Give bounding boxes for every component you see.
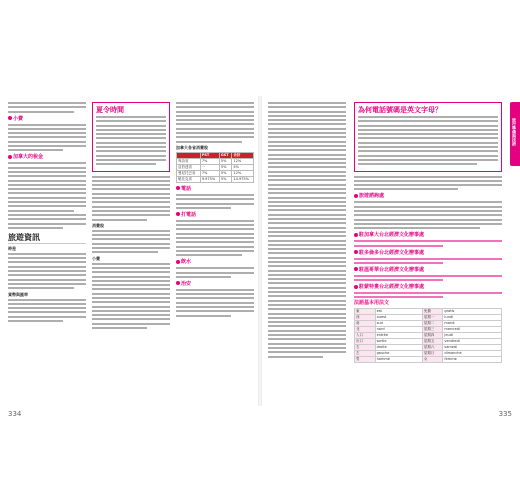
- table-row: 曼尼托巴省 7% 5% 12%: [177, 170, 254, 176]
- book-spread: [6, 96, 517, 418]
- right-page: [264, 96, 517, 418]
- phone-letters-title: 為何電話號碼是英文字母？: [358, 106, 442, 114]
- table-row: 左 gauche 星期日 dimanche: [355, 350, 502, 356]
- table-row: 南 sud 星期二 mardi: [355, 320, 502, 326]
- sub-time-difference: 時差: [8, 245, 16, 251]
- table-row: 魁北克省 9.975% 5% 14.975%: [177, 176, 254, 182]
- right-column-2: [354, 102, 502, 363]
- sub-currency: 貨幣與匯率: [8, 291, 28, 297]
- table-row: 男 homme 女 femme: [355, 356, 502, 362]
- sub-sales-tax: 消費稅: [92, 222, 104, 228]
- page-number-left: 334: [8, 410, 22, 418]
- daylight-saving-title: 夏令時間: [96, 106, 124, 114]
- chapter-thumb-tab: 旅行準備與技術: [510, 102, 520, 166]
- tax-table-title: 加拿大各省消費稅: [176, 144, 208, 150]
- table-row: 東 est 免費 gratis: [355, 308, 502, 314]
- table-row: 亞伯達省 － 5% 5%: [177, 164, 254, 170]
- left-column-2: [92, 102, 170, 331]
- left-page: [6, 96, 256, 418]
- section-office-ottawa: 駐加拿大台北經濟文化辦事處: [354, 232, 502, 238]
- book-gutter: [258, 96, 262, 406]
- section-water: 飲水: [176, 259, 254, 265]
- section-office-toronto: 駐多倫多台北經濟文化辦事處: [354, 250, 502, 256]
- table-row: 出口 sortie 星期五 vendredi: [355, 338, 502, 344]
- table-row: 右 droite 星期六 samedi: [355, 344, 502, 350]
- table-row: 卑詩省 7% 5% 12%: [177, 158, 254, 164]
- left-column-1: [8, 102, 86, 324]
- daylight-saving-box: [92, 102, 170, 172]
- section-tax: 加拿大的稅金: [8, 154, 86, 160]
- page-number-right: 335: [498, 410, 512, 418]
- section-tip: 小費: [8, 116, 86, 122]
- tax-table: PST GST 合計 卑詩省 7% 5% 12% 亞伯達省 － 5% 5% 曼尼托巴省 7% 5% 12% 魁北克省 9.975% 5% 14.975%: [176, 152, 254, 183]
- table-row: 北 nord 星期三 mercredi: [355, 326, 502, 332]
- table-row: 西 ouest 星期一 lundi: [355, 314, 502, 320]
- phone-letters-box: [354, 102, 502, 172]
- section-office-montreal: 駐蒙特婁台北經濟文化辦事處: [354, 284, 502, 290]
- section-office-vancouver: 駐溫哥華台北經濟文化辦事處: [354, 267, 502, 273]
- table-row: 入口 entrée 星期四 jeudi: [355, 332, 502, 338]
- section-phone: 電話: [176, 186, 254, 192]
- right-column-1: [268, 102, 346, 360]
- french-title: 法語基本用法文: [354, 299, 390, 306]
- section-safety: 治安: [176, 281, 254, 287]
- heading-travel-info: 旅遊資訊: [8, 233, 86, 244]
- section-calling: 打電話: [176, 212, 254, 218]
- left-column-3: [176, 102, 254, 319]
- sub-tip: 小費: [92, 255, 100, 261]
- section-visitor-center: 旅遊諮詢處: [354, 193, 502, 199]
- french-table: [354, 308, 502, 363]
